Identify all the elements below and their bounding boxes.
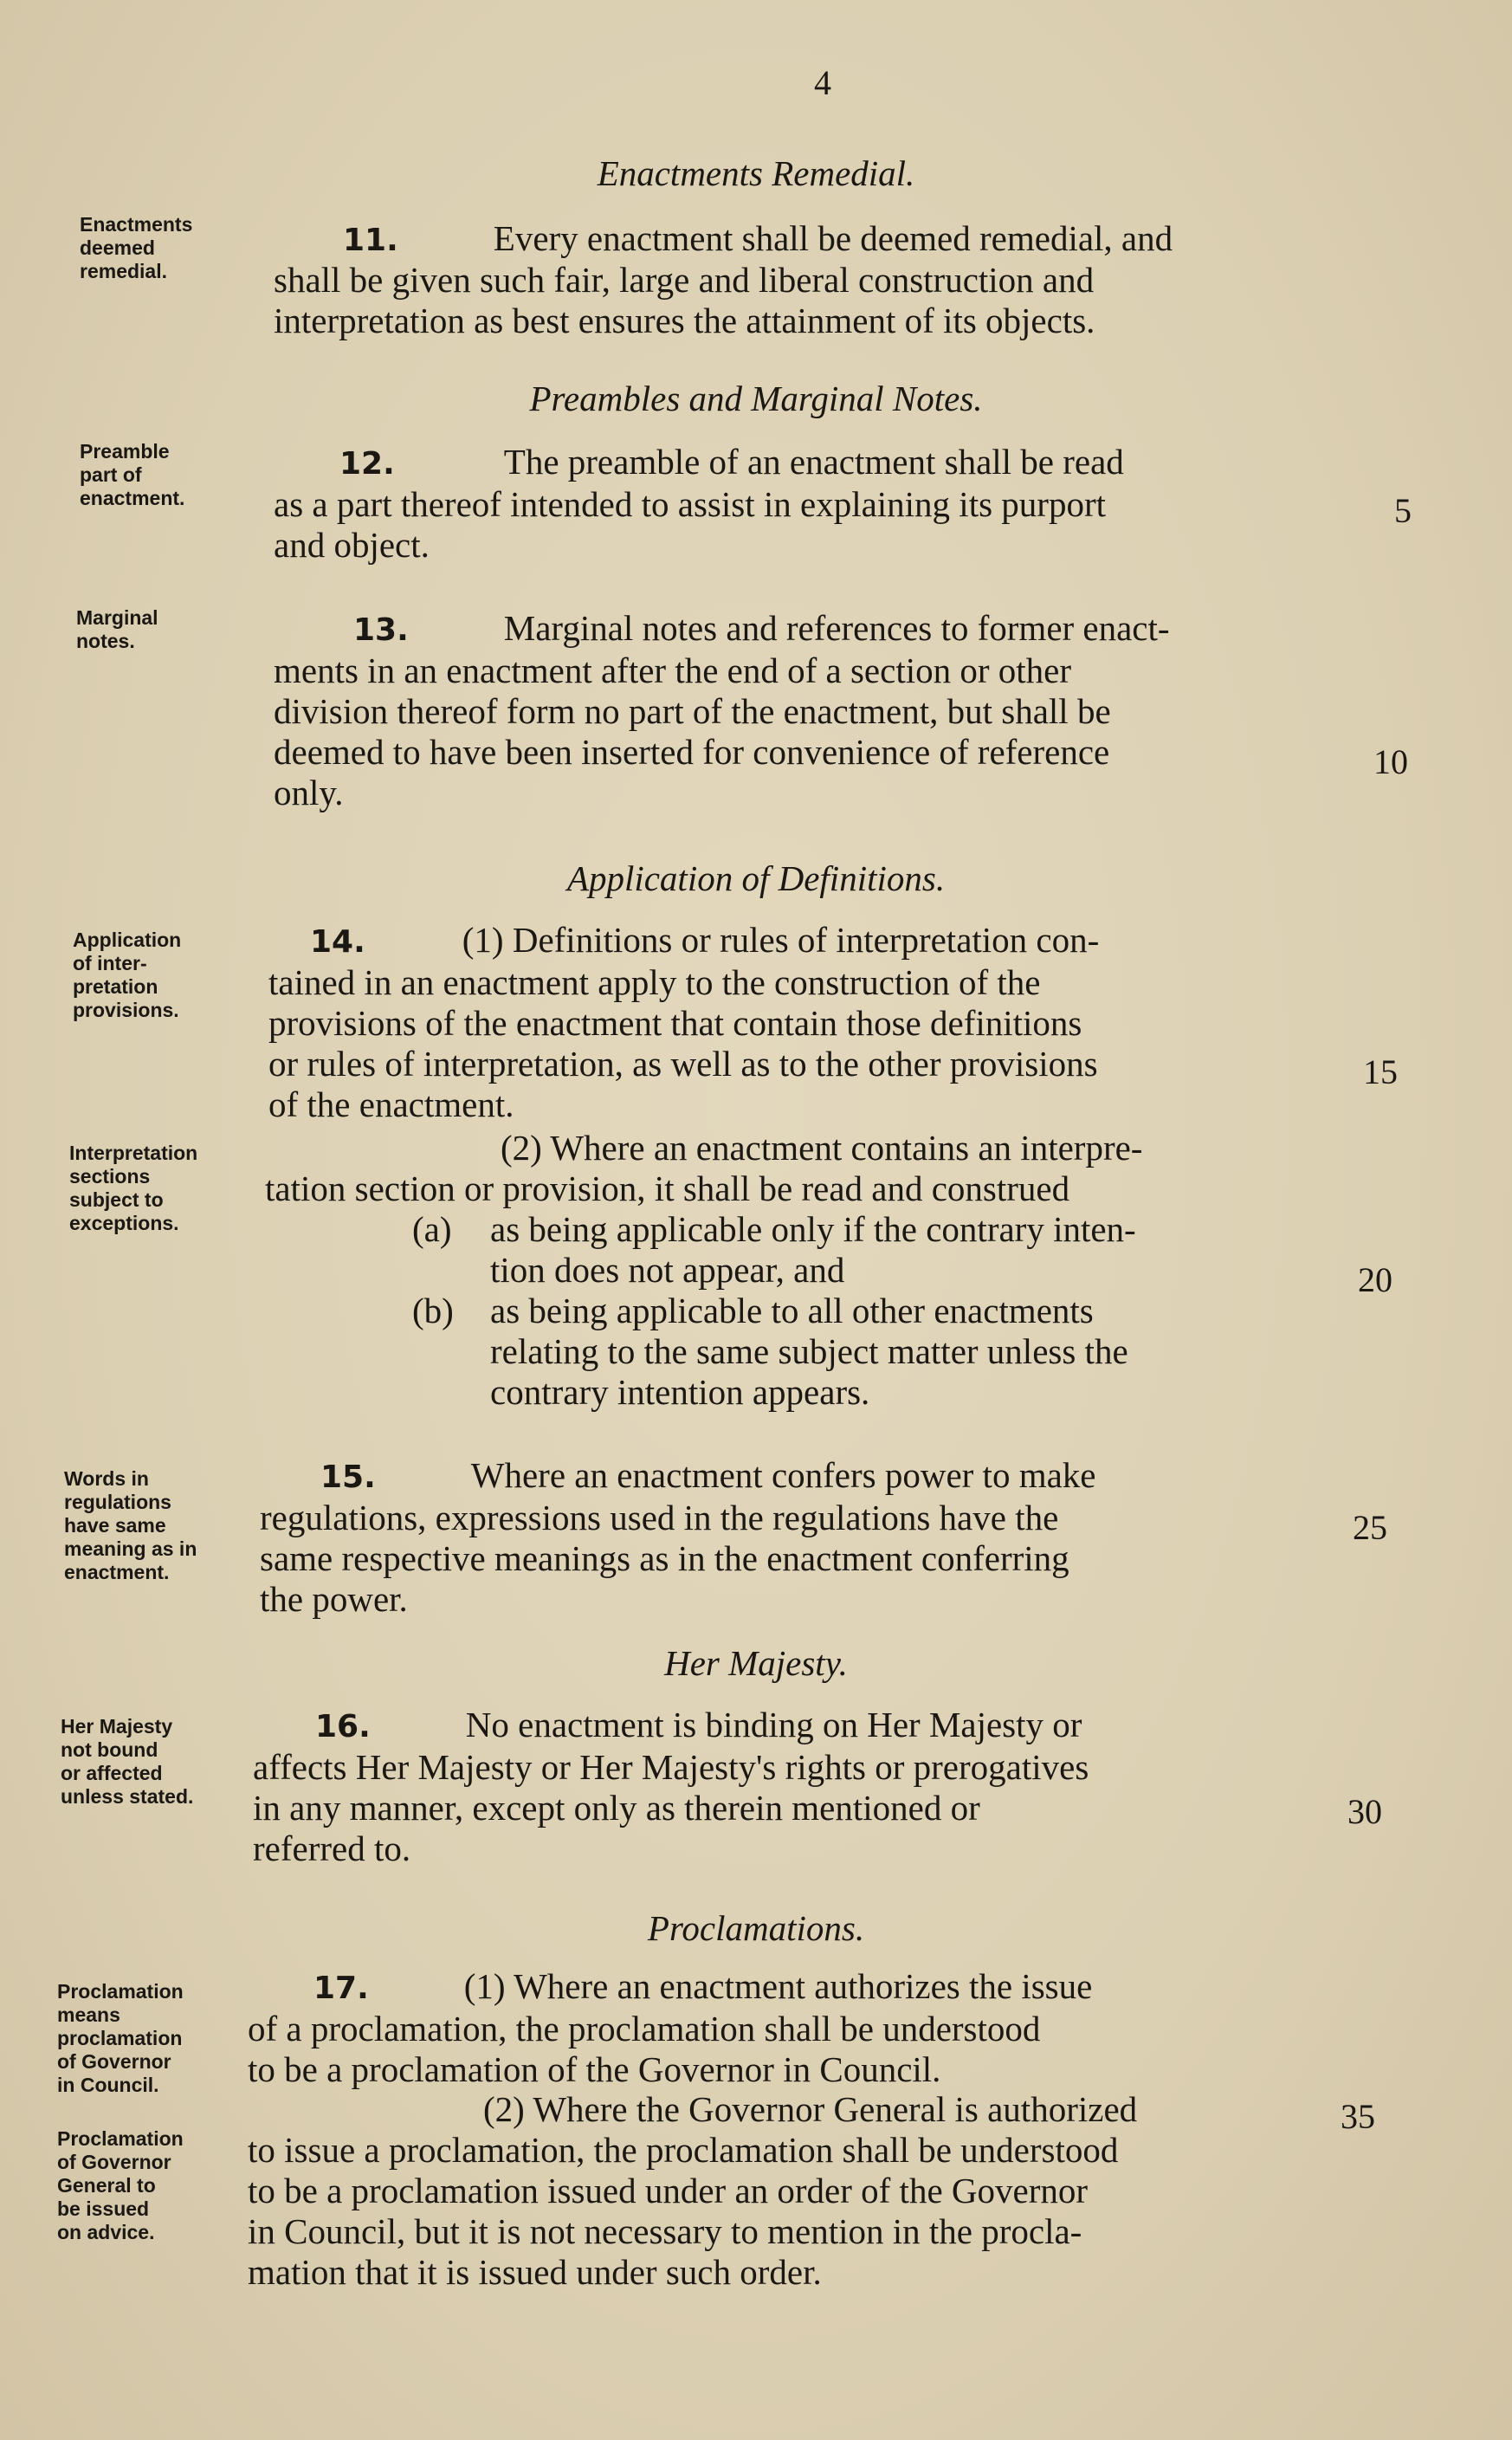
clause-b-label: (b) <box>412 1291 454 1330</box>
section-number: 12. <box>339 446 395 482</box>
marginal-note-17 <box>57 1980 184 2097</box>
text-line: The preamble of an enactment shall be read <box>503 442 1124 482</box>
section-17-2 <box>248 2089 1332 2293</box>
section-16 <box>253 1705 1337 1869</box>
text-line: to be a proclamation of the Governor in Council. <box>248 2049 941 2089</box>
note-line: deemed <box>80 236 155 259</box>
note-line: unless stated. <box>61 1785 194 1808</box>
line-number: 15 <box>1363 1052 1398 1091</box>
text-line: of the enactment. <box>268 1084 514 1124</box>
text-line: only. <box>274 773 344 812</box>
marginal-note-14 <box>73 929 181 1022</box>
text-line: mation that it is issued under such order. <box>248 2252 822 2292</box>
note-line: enactment. <box>64 1561 170 1583</box>
line-number: 20 <box>1358 1260 1392 1299</box>
section-15 <box>260 1455 1344 1620</box>
note-line: in Council. <box>57 2074 159 2096</box>
text-line: contrary intention appears. <box>490 1372 870 1412</box>
marginal-note-17b <box>57 2127 184 2244</box>
note-line: Application <box>73 929 182 951</box>
note-line: Marginal <box>76 606 158 629</box>
note-line: on advice. <box>57 2221 155 2243</box>
note-line: of Governor <box>57 2151 171 2173</box>
text-line: as being applicable only if the contrary inten- <box>490 1209 1136 1249</box>
line-number: 30 <box>1347 1792 1382 1831</box>
note-line: Enactments <box>80 213 193 236</box>
heading-proclamations: Proclamations. <box>647 1908 865 1948</box>
text-line: referred to. <box>253 1828 411 1868</box>
clause-b <box>490 1291 1347 1413</box>
note-line: pretation <box>73 975 158 998</box>
section-number: 15. <box>320 1459 376 1495</box>
text-line: (1) Definitions or rules of interpretation con- <box>462 920 1100 960</box>
note-line: notes. <box>76 630 135 652</box>
section-14-2 <box>265 1128 1349 1209</box>
section-11-body <box>274 260 1358 341</box>
text-line: interpretation as best ensures the attainment of its objects. <box>274 301 1095 340</box>
section-number: 11. <box>343 223 398 258</box>
text-line: same respective meanings as in the enactment conferring <box>260 1538 1069 1578</box>
section-12 <box>274 442 1358 566</box>
text-line: (1) Where an enactment authorizes the issue <box>463 1966 1093 2006</box>
text-line: (2) Where the Governor General is authorized <box>483 2089 1138 2129</box>
note-line: exceptions. <box>69 1212 179 1234</box>
note-line: of Governor <box>57 2050 171 2073</box>
note-line: remedial. <box>80 260 167 282</box>
text-line: Where an enactment confers power to make <box>470 1455 1096 1495</box>
text-line: ments in an enactment after the end of a section or other <box>274 650 1071 690</box>
note-line: enactment. <box>80 487 185 509</box>
note-line: provisions. <box>73 999 179 1021</box>
text-line: relating to the same subject matter unless the <box>490 1331 1128 1371</box>
note-line: Preamble <box>80 440 170 463</box>
text-line: No enactment is binding on Her Majesty or <box>465 1705 1082 1744</box>
text-line: tained in an enactment apply to the construction of the <box>268 962 1041 1002</box>
note-line: part of <box>80 463 142 486</box>
note-line: subject to <box>69 1188 164 1211</box>
clause-a <box>490 1209 1347 1291</box>
text-line: in Council, but it is not necessary to mention in the procla- <box>248 2211 1082 2251</box>
section-number: 16. <box>315 1709 371 1744</box>
line-number: 10 <box>1373 742 1408 781</box>
text-line: tion does not appear, and <box>490 1250 845 1290</box>
page-number: 4 <box>814 63 831 102</box>
note-line: Her Majesty <box>61 1715 173 1738</box>
text-line: tation section or provision, it shall be read and construed <box>265 1168 1070 1208</box>
text-line: deemed to have been inserted for convenience of reference <box>274 732 1110 772</box>
heading-her-majesty: Her Majesty. <box>664 1643 848 1683</box>
note-line: not bound <box>61 1738 158 1761</box>
text-line: Marginal notes and references to former enact- <box>503 608 1170 648</box>
text-line: shall be given such fair, large and liberal construction and <box>274 260 1095 300</box>
marginal-note-12 <box>80 440 184 510</box>
note-line: Words in <box>64 1467 149 1490</box>
text-line: of a proclamation, the proclamation shall be understood <box>248 2009 1041 2048</box>
section-number: 14. <box>310 924 365 960</box>
note-line: be issued <box>57 2197 150 2220</box>
note-line: have same <box>64 1514 166 1537</box>
heading-enactments-remedial: Enactments Remedial. <box>597 153 915 193</box>
text-line: as being applicable to all other enactments <box>490 1291 1094 1330</box>
text-line: the power. <box>260 1579 408 1619</box>
marginal-note-11 <box>80 213 192 283</box>
section-11 <box>274 218 1358 261</box>
text-line: (2) Where an enactment contains an interpre- <box>501 1128 1143 1168</box>
marginal-note-16 <box>61 1715 193 1809</box>
marginal-note-15 <box>64 1467 197 1584</box>
section-number: 17. <box>313 1971 369 2006</box>
section-17 <box>248 1966 1332 2090</box>
line-number: 35 <box>1341 2097 1375 2136</box>
line-number: 25 <box>1353 1508 1387 1547</box>
clause-a-label: (a) <box>412 1209 452 1249</box>
note-line: means <box>57 2003 120 2026</box>
note-line: Proclamation <box>57 1980 184 2003</box>
text-line: in any manner, except only as therein mentioned or <box>253 1788 980 1828</box>
line-number: 5 <box>1394 491 1412 530</box>
note-line: or affected <box>61 1762 163 1784</box>
note-line: Interpretation <box>69 1142 198 1164</box>
text-line: regulations, expressions used in the regulations have the <box>260 1498 1059 1537</box>
heading-definitions: Application of Definitions. <box>566 858 946 898</box>
section-14 <box>268 920 1353 1125</box>
text-line: and object. <box>274 525 430 565</box>
marginal-note-13 <box>76 606 158 653</box>
note-line: proclamation <box>57 2027 183 2049</box>
text-line: as a part thereof intended to assist in explaining its purport <box>274 484 1106 524</box>
note-line: meaning as in <box>64 1537 197 1560</box>
text-line: to issue a proclamation, the proclamation shall be understood <box>248 2130 1119 2170</box>
text-line: provisions of the enactment that contain those definitions <box>268 1003 1082 1043</box>
text-line: affects Her Majesty or Her Majesty's rights or prerogatives <box>253 1747 1089 1787</box>
text-line: or rules of interpretation, as well as to the other provisions <box>268 1044 1098 1084</box>
section-13 <box>274 608 1358 813</box>
heading-preambles: Preambles and Marginal Notes. <box>529 379 983 418</box>
text-line: Every enactment shall be deemed remedial, and <box>493 218 1173 258</box>
note-line: Proclamation <box>57 2127 184 2150</box>
note-line: regulations <box>64 1491 171 1513</box>
text-line: to be a proclamation issued under an order of the Governor <box>248 2171 1089 2210</box>
note-line: sections <box>69 1165 151 1188</box>
text-line: division thereof form no part of the enactment, but shall be <box>274 691 1111 731</box>
note-line: General to <box>57 2174 156 2197</box>
marginal-note-14b <box>69 1142 197 1235</box>
note-line: of inter- <box>73 952 147 974</box>
section-number: 13. <box>353 612 409 648</box>
